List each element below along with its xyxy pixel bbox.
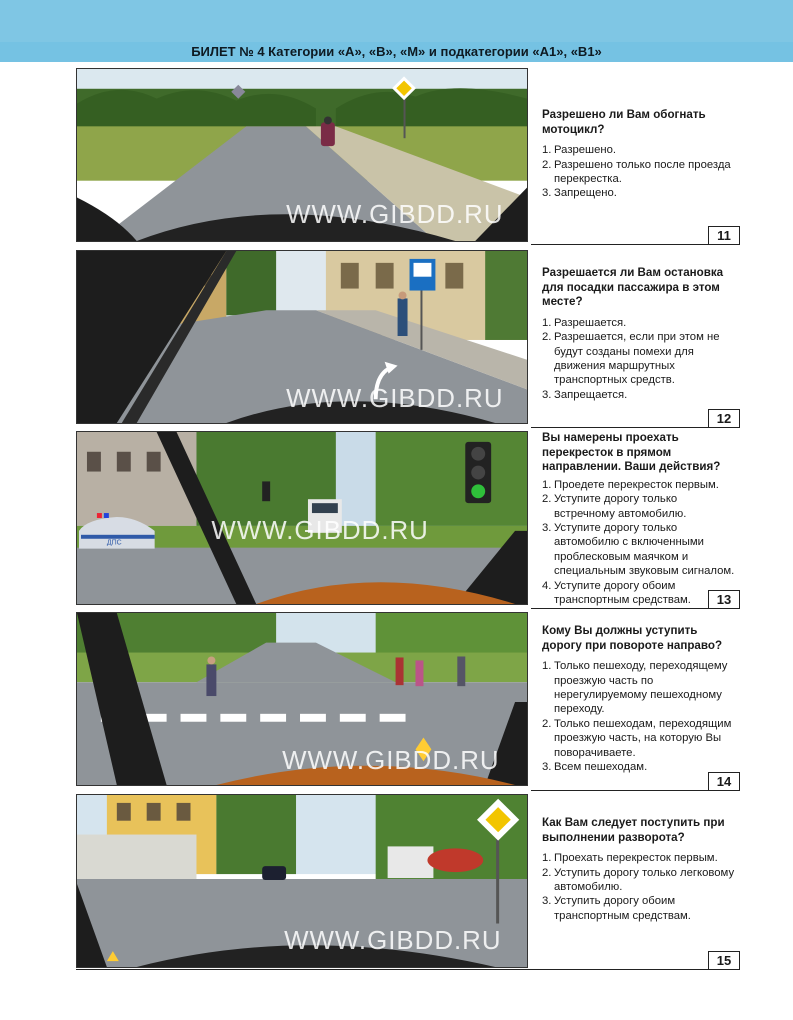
ticket-header: БИЛЕТ № 4 Категории «А», «В», «М» и подкатегории «А1», «В1»	[0, 42, 793, 62]
answer-14-2[interactable]: 2. Только пешеходам, переходящим проезжую часть, на которую Вы поворачиваете.	[542, 717, 732, 759]
question-number-12: 12	[708, 409, 740, 428]
scene-image-14	[76, 612, 528, 786]
answer-15-2[interactable]: 2. Уступить дорогу только легковому автомобилю.	[542, 866, 735, 893]
answer-list-12	[542, 316, 738, 402]
watermark-14: WWW.GIBDD.RU	[282, 747, 500, 776]
answer-12-3[interactable]: 3. Запрещается.	[542, 388, 628, 401]
watermark-12: WWW.GIBDD.RU	[286, 385, 504, 414]
answer-list-13	[542, 478, 738, 608]
answer-13-4[interactable]: 4. Уступите дорогу обоим транспортным средствам.	[542, 579, 691, 607]
answer-list-15	[542, 851, 738, 923]
question-text-area-13	[542, 431, 738, 607]
answer-11-1[interactable]: 1. Разрешено.	[542, 144, 617, 157]
question-number-11: 11	[708, 226, 740, 245]
question-block-12	[76, 250, 740, 428]
question-number-14: 14	[708, 772, 740, 791]
scene-image-12	[76, 250, 528, 424]
question-block-14	[76, 612, 740, 790]
question-number-13: 13	[708, 590, 740, 609]
answer-13-1[interactable]: 1. Проедете перекресток первым.	[542, 478, 719, 491]
answer-15-3[interactable]: 3. Уступить дорогу обоим транспортным средствам.	[542, 895, 691, 922]
answer-12-1[interactable]: 1. Разрешается.	[542, 316, 627, 329]
question-15-text: Как Вам следует поступить при выполнении разворота?	[542, 816, 725, 844]
answer-13-2[interactable]: 2. Уступите дорогу только встречному автомобилю.	[542, 493, 687, 520]
question-text-area-14	[542, 624, 738, 774]
question-text-area-12	[542, 266, 738, 402]
question-13-text: Вы намерены проехать перекресток в прямом направлении. Ваши действия?	[542, 431, 721, 474]
scene-image-13	[76, 431, 528, 605]
answer-12-2[interactable]: 2. Разрешается, если при этом не будут созданы помехи для движения маршрутных транспортных средств.	[542, 331, 720, 387]
answer-list-11	[542, 143, 738, 201]
question-block-13	[76, 431, 740, 609]
bottom-divider	[76, 969, 740, 970]
question-11-text: Разрешено ли Вам обогнать мотоцикл?	[542, 108, 706, 136]
watermark-11: WWW.GIBDD.RU	[286, 201, 504, 230]
question-12-text: Разрешается ли Вам остановка для посадки пассажира в этом месте?	[542, 266, 724, 309]
answer-11-3[interactable]: 3. Запрещено.	[542, 187, 617, 200]
question-text-area-11	[542, 108, 738, 201]
scene-image-15	[76, 794, 528, 968]
answer-13-3[interactable]: 3. Уступите дорогу только автомобилю с включенными проблесковым маячком и специальным звуковым сигналом.	[542, 522, 735, 578]
police-car-label: ДПС	[106, 539, 122, 547]
answer-list-14	[542, 659, 738, 774]
answer-15-1[interactable]: 1. Проехать перекресток первым.	[542, 852, 718, 865]
question-14-text: Кому Вы должны уступить дорогу при повороте направо?	[542, 624, 723, 652]
question-block-15	[76, 794, 740, 970]
question-number-15: 15	[708, 951, 740, 970]
question-text-area-15	[542, 816, 738, 923]
scene-image-11	[76, 68, 528, 242]
watermark-15: WWW.GIBDD.RU	[284, 927, 502, 956]
watermark-13: WWW.GIBDD.RU	[211, 516, 429, 545]
answer-14-3[interactable]: 3. Всем пешеходам.	[542, 761, 648, 774]
answer-11-2[interactable]: 2. Разрешено только после проезда перекрестка.	[542, 158, 731, 185]
question-block-11	[76, 68, 740, 246]
top-banner	[0, 0, 793, 42]
answer-14-1[interactable]: 1. Только пешеходу, переходящему проезжую часть по нерегулируемому пешеходному переходу.	[542, 660, 728, 716]
